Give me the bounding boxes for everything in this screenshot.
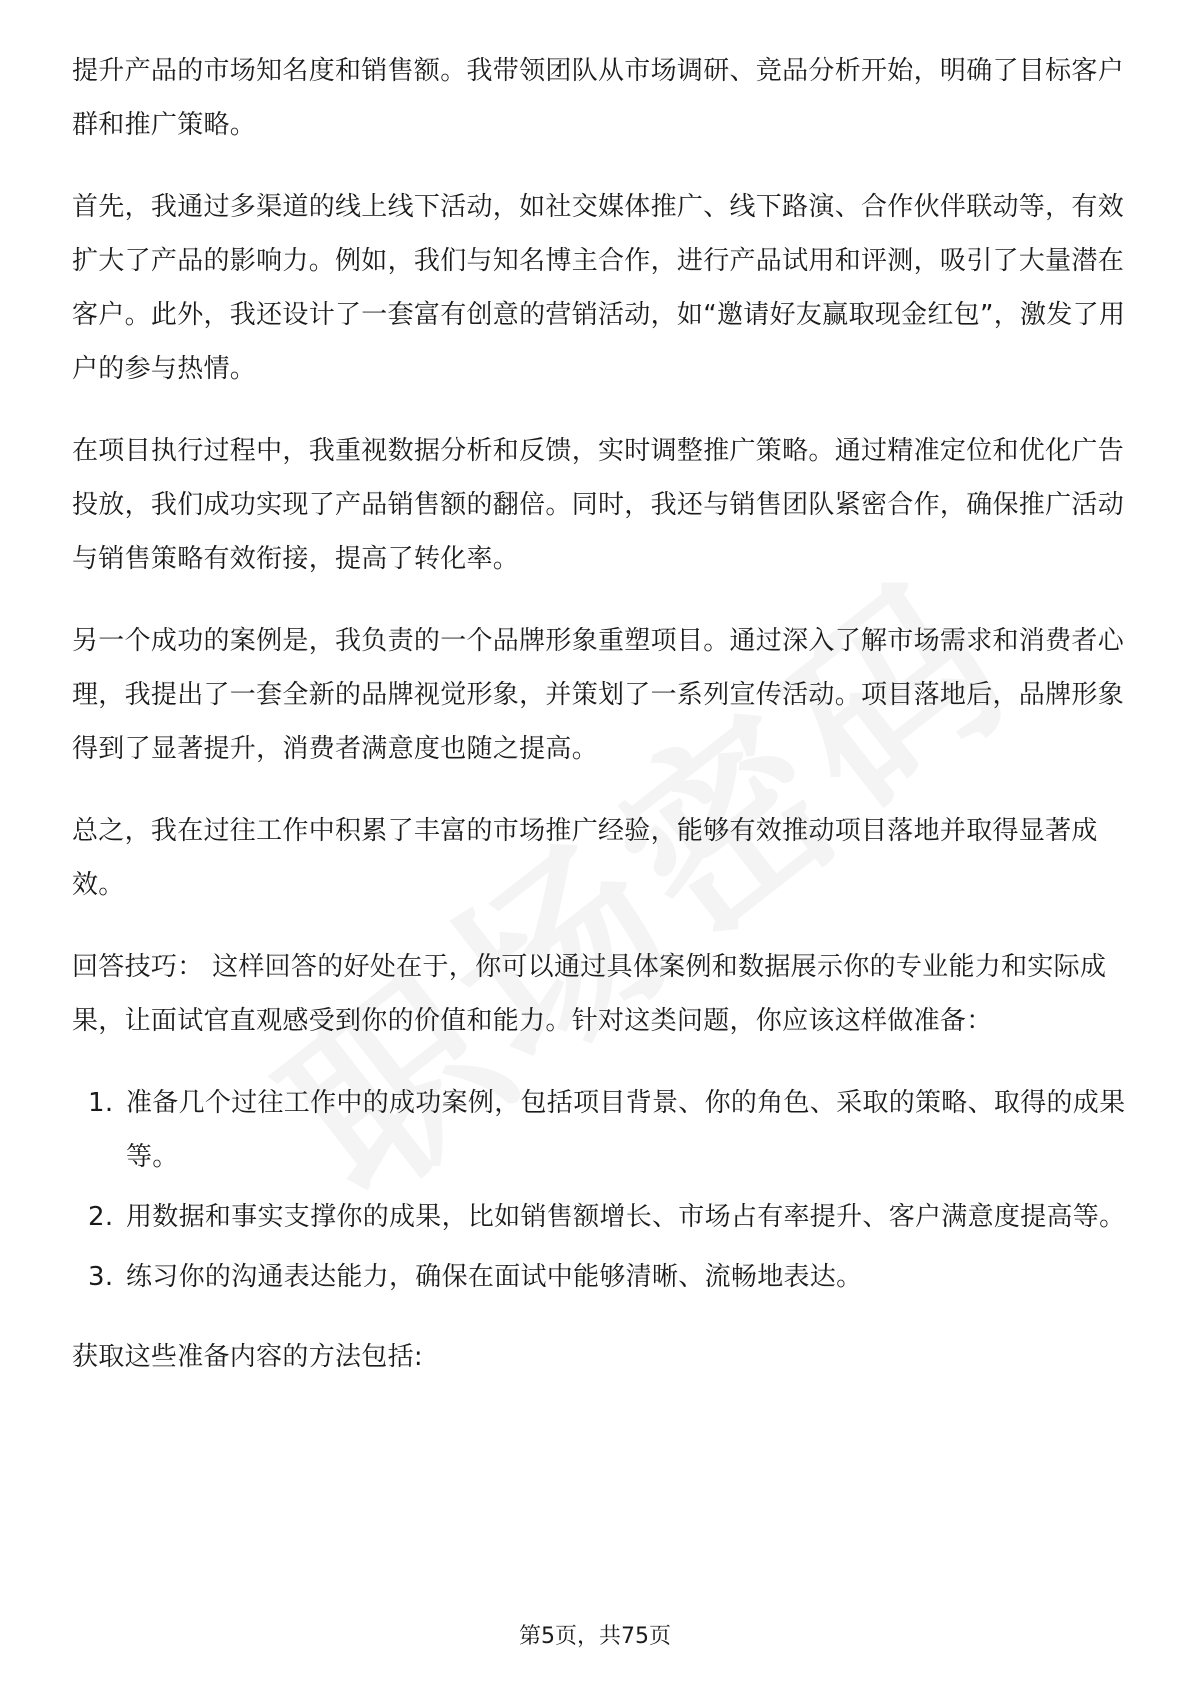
page-number-footer: 第5页，共75页: [519, 1624, 671, 1649]
paragraph-3: 在项目执行过程中，我重视数据分析和反馈，实时调整推广策略。通过精准定位和优化广告投放，我们成功实现了产品销售额的翻倍。同时，我还与销售团队紧密合作，确保推广活动与销售策略有效衔接，提高了转化率。: [72, 436, 1125, 574]
list-item: [72, 1250, 1132, 1304]
answer-tips-paragraph: 回答技巧： 这样回答的好处在于，你可以通过具体案例和数据展示你的专业能力和实际成果，让面试官直观感受到你的价值和能力。针对这类问题，你应该这样做准备：: [72, 952, 1107, 1036]
list-item-text: 练习你的沟通表达能力，确保在面试中能够清晰、流畅地表达。: [126, 1262, 863, 1292]
preparation-list: [72, 1076, 1132, 1304]
list-item-text: 准备几个过往工作中的成功案例，包括项目背景、你的角色、采取的策略、取得的成果等。: [126, 1088, 1126, 1172]
paragraph-4: 另一个成功的案例是，我负责的一个品牌形象重塑项目。通过深入了解市场需求和消费者心理，我提出了一套全新的品牌视觉形象，并策划了一系列宣传活动。项目落地后，品牌形象得到了显著提升，消费者满意度也随之提高。: [72, 626, 1125, 764]
paragraph-2: 首先，我通过多渠道的线上线下活动，如社交媒体推广、线下路演、合作伙伴联动等，有效扩大了产品的影响力。例如，我们与知名博主合作，进行产品试用和评测，吸引了大量潜在客户。此外，我还设计了一套富有创意的营销活动，如“邀请好友赢取现金红包”，激发了用户的参与热情。: [72, 192, 1126, 384]
list-item-number: 1.: [88, 1088, 114, 1118]
list-item-number: 2.: [88, 1202, 114, 1232]
list-item-text: 用数据和事实支撑你的成果，比如销售额增长、市场占有率提升、客户满意度提高等。: [126, 1202, 1126, 1232]
paragraph-5: 总之，我在过往工作中积累了丰富的市场推广经验，能够有效推动项目落地并取得显著成效。: [72, 816, 1098, 900]
paragraph-1: 提升产品的市场知名度和销售额。我带领团队从市场调研、竞品分析开始，明确了目标客户群和推广策略。: [72, 56, 1125, 140]
list-item: [72, 1076, 1132, 1184]
list-item: [72, 1190, 1132, 1244]
closing-paragraph: 获取这些准备内容的方法包括:: [72, 1342, 423, 1372]
document-body: [72, 44, 1132, 1412]
list-item-number: 3.: [88, 1262, 114, 1292]
